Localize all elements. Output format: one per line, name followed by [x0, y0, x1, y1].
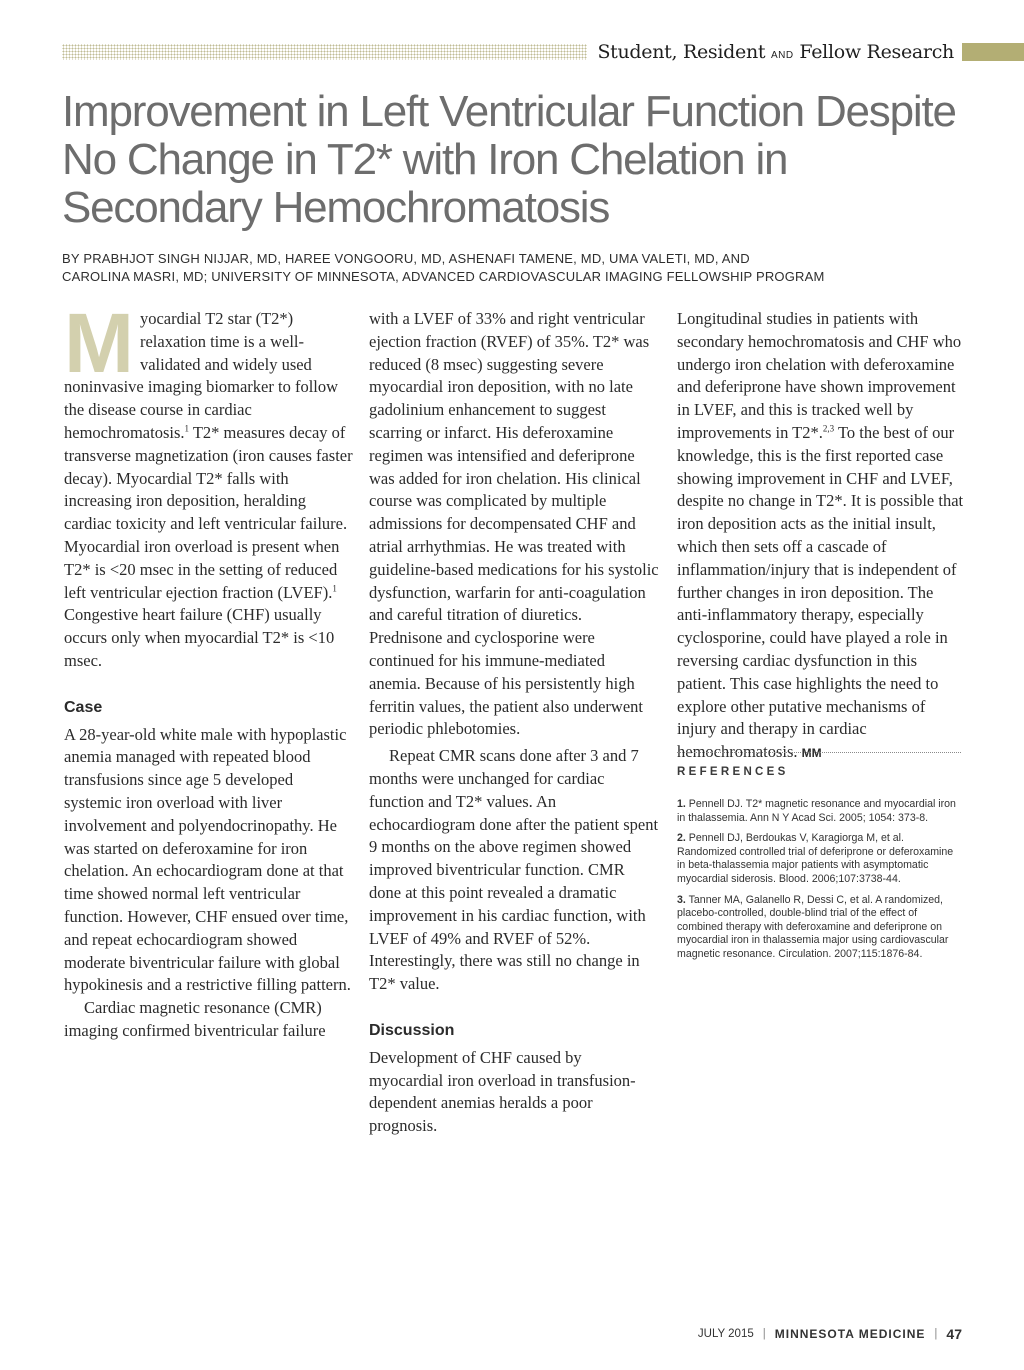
footer-separator: | — [762, 1328, 766, 1340]
citation: 2,3 — [822, 423, 835, 434]
reference-item — [677, 798, 959, 825]
end-mark: MM — [801, 746, 822, 761]
references-divider — [677, 752, 961, 753]
case-paragraph-1: A 28-year-old white male with hypoplastic anemia managed with repeated blood transfusions since age 5 developed systemic iron overload with liver involvement and polyendocrinopathy. He was started on deferoxamine for iron chelation. An echocardiogram done at that time showed normal left ventricular function. However, CHF ensued over time, and repeat echocardiogram showed moderate biventricular failure with global hypokinesis and a restrictive filling pattern. — [64, 724, 351, 995]
discussion-text-b: To the best of our knowledge, this is the first reported case showing improvement in CHF and LVEF, despite no change in T2*. It is possible that iron deposition acts as the initial insult, which then sets off a cascade of inflammation/injury that is independent of further changes in iron deposition. The anti-inflammatory therapy, especially cyclosporine, could have played a role in reversing cardiac dysfunction in this patient. This case highlights the need to explore other putative mechanisms of injury and therapy in cardiac hemochromatosis. — [677, 422, 964, 762]
byline — [62, 250, 962, 286]
section-label — [587, 41, 962, 63]
discussion-text-a: Longitudinal studies in patients with secondary hemochromatosis and CHF who undergo iron chelation with deferoxamine and deferiprone have shown improvement in LVEF, and this is tracked well by improvements in T2*. — [677, 309, 962, 442]
reference-number: 3. — [677, 893, 686, 906]
drop-cap: M — [64, 296, 134, 390]
section-label-and: AND — [771, 50, 794, 61]
citation: 1 — [332, 583, 337, 594]
accent-bar — [962, 43, 1024, 61]
footer-separator: | — [934, 1328, 938, 1340]
references-heading: REFERENCES — [677, 766, 789, 778]
intro-text-b: T2* measures decay of transverse magnetization (iron causes faster decay). Myocardial T2* falls with increasing iron deposition, heralding cardiac toxicity and left ventricular failure. Myocardial iron overload is present when T2* is <20 msec in the setting of reduced left ventricular ejection fraction (LVEF). — [64, 422, 353, 602]
reference-item — [677, 832, 959, 886]
citation: 1 — [184, 423, 190, 434]
page-footer — [698, 1326, 962, 1342]
reference-item — [677, 894, 959, 962]
reference-number: 1. — [677, 798, 686, 810]
case-paragraph-2-continued: with a LVEF of 33% and right ventricular ejection fraction (RVEF) of 35%. T2* was reduced (8 msec) suggesting severe myocardial iron deposition, with no late gadolinium enhancement to suggest scarring or infarct. His deferoxamine regimen was intensified and deferiprone was added for iron chelation. His clinical course was complicated by multiple admissions for decompensated CHF and atrial arrhythmias. He was treated with guideline-based medications for his systolic dysfunction, warfarin for anti-coagulation and careful titration of diuretics. Prednisone and cyclosporine were continued for his immune-mediated anemia. Because of his persistently high ferritin values, the patient also underwent periodic phlebotomies. — [369, 309, 659, 739]
section-header — [62, 42, 962, 62]
byline-line-1: BY PRABHJOT SINGH NIJJAR, MD, HAREE VONGOORU, MD, ASHENAFI TAMENE, MD, UMA VALETI, MD, AND — [62, 251, 750, 266]
discussion-heading: Discussion — [369, 1021, 455, 1039]
intro-text-a: yocardial T2 star (T2*) relaxation time is a well-validated and widely used noninvasive imaging biomarker to follow the disease course in cardiac hemochromatosis. — [64, 309, 339, 442]
issue-date: JULY 2015 — [697, 1328, 754, 1340]
case-heading: Case — [64, 698, 103, 716]
section-label-part2: Fellow Research — [799, 41, 954, 63]
intro-paragraph — [64, 296, 354, 673]
discussion-paragraph-1: Development of CHF caused by myocardial iron overload in transfusion-dependent anemias heralds a poor prognosis. — [369, 1047, 636, 1136]
article-title: Improvement in Left Ventricular Function Despite No Change in T2* with Iron Chelation in Secondary Hemochromatosis — [62, 87, 956, 232]
reference-text: Tanner MA, Galanello R, Dessi C, et al. A randomized, placebo-controlled, double-blind trial of the effect of combined therapy with deferoxamine and deferiprone on myocardial iron in thalassemia major using cardiovascular magnetic resonance. Circulation. 2007;115:1876-84. — [677, 893, 949, 960]
reference-text: Pennell DJ, Berdoukas V, Karagiorga M, et al. Randomized controlled trial of deferiprone or deferoxamine in beta-thalassemia major patients with asymptomatic myocardial siderosis. Blood. 2006;107:3738-44. — [677, 832, 954, 885]
dotted-rule — [62, 44, 587, 60]
byline-line-2: CAROLINA MASRI, MD; UNIVERSITY OF MINNESOTA, ADVANCED CARDIOVASCULAR IMAGING FELLOWSHIP PROGRAM — [62, 269, 825, 284]
intro-text-c: Congestive heart failure (CHF) usually occurs only when myocardial T2* is <10 msec. — [64, 605, 335, 670]
discussion-paragraph-2 — [677, 308, 967, 765]
page-number: 47 — [946, 1326, 962, 1342]
column-1 — [64, 296, 354, 1043]
references-list — [677, 798, 959, 969]
section-label-part1: Student, Resident — [597, 41, 766, 63]
magazine-name: MINNESOTA MEDICINE — [774, 1327, 926, 1341]
reference-text: Pennell DJ. T2* magnetic resonance and myocardial iron in thalassemia. Ann N Y Acad Sci. 2005; 1054: 373-8. — [677, 798, 956, 824]
reference-number: 2. — [677, 832, 686, 845]
column-3 — [677, 308, 967, 765]
case-paragraph-2: Cardiac magnetic resonance (CMR) imaging confirmed biventricular failure — [64, 998, 326, 1040]
case-paragraph-3: Repeat CMR scans done after 3 and 7 months were unchanged for cardiac function and T2* values. An echocardiogram done after the patient spent 9 months on the above regimen showed improved biventricular function. CMR done at this point revealed a dramatic improvement in his cardiac function, with LVEF of 49% and RVEF of 52%. Interestingly, there was still no change in T2* value. — [369, 746, 659, 994]
column-2 — [369, 308, 659, 1138]
